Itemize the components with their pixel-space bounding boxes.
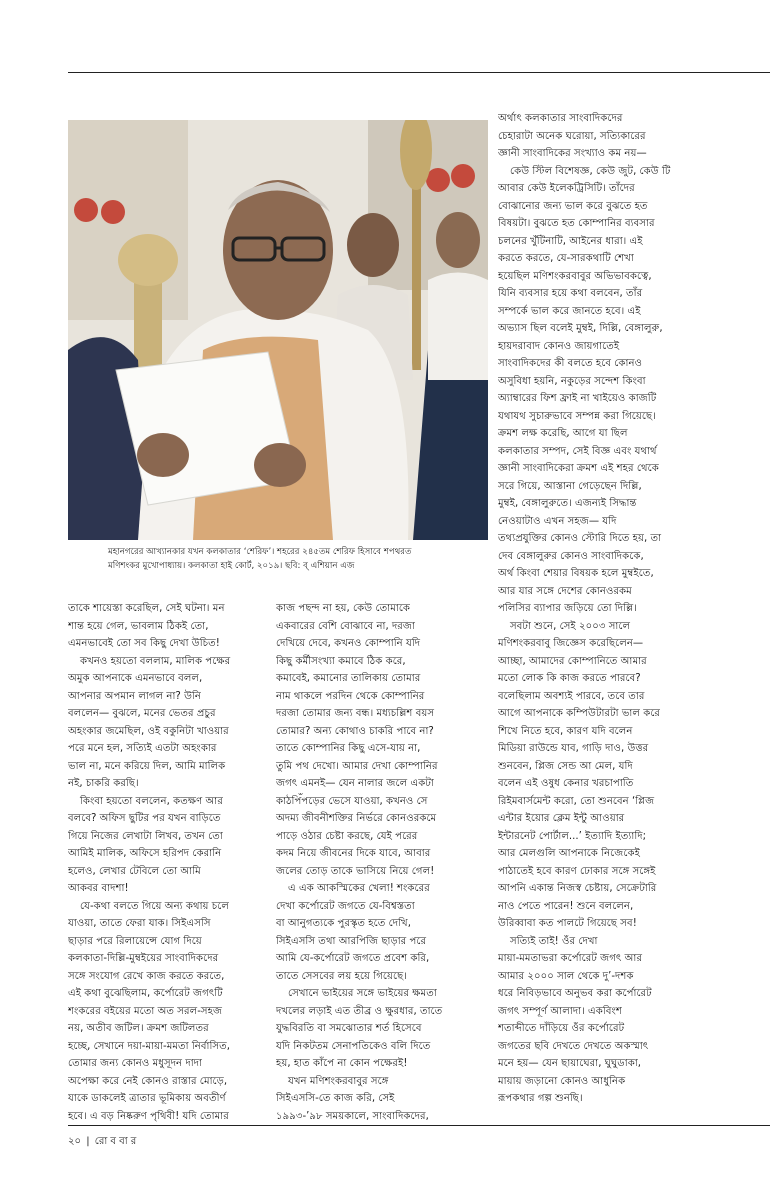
text-line: নেওয়াটাও এখন সহজ— যদি	[498, 515, 617, 527]
text-line: দখলের লড়াই এত তীব্র ও ক্ষুরধার, তাতে	[276, 1005, 443, 1017]
text-line: মণিশংকরবাবু জিজ্ঞেস করেছিলেন—	[498, 638, 644, 649]
text-line: শিখে নিতে হবে, কারণ যদি বলেন	[498, 725, 633, 737]
text-line: অভ্যাস ছিল বলেই মুম্বই, দিল্লি, বেঙ্গালুরু,	[498, 323, 663, 334]
text-line: অর্থ কিংবা শেয়ার বিষয়ক হলে মুম্বইতে,	[498, 568, 654, 579]
text-line: আমি যে-কর্পোরেট জগতে প্রবেশ করি,	[276, 953, 430, 964]
text-line: বোঝানোর জন্য ভাল করে বুঝতে হত	[498, 200, 648, 212]
text-line: আকবর বাদশা!	[68, 883, 129, 894]
text-line: বলেছিলাম অবশ্যই পারবে, তবে তার	[498, 690, 645, 702]
text-line: কিংবা হয়তো বললেন, কতক্ষণ আর	[80, 795, 223, 807]
text-line: বললেন— বুঝলে, মনের ভেতর প্রচুর	[68, 708, 216, 719]
text-line: যুদ্ধবিরতি বা সমঝোতার শর্ত হিসেবে	[276, 1023, 422, 1034]
text-line: তাকে শায়েস্তা করেছিল, সেই ঘটনা। মন	[68, 603, 225, 614]
text-line: ইন্টারনেট পোর্টাল...’ ইত্যাদি ইত্যাদি;	[498, 830, 647, 842]
text-line: যাওয়া, তাতে ফেরা যাক। সিইএসসি	[68, 918, 211, 929]
text-line: ১৯৯৩-’৯৮ সময়কালে, সাংবাদিকদের,	[276, 1110, 429, 1122]
text-line: যদি নিকটতম সেনাপতিকেও বলি দিতে	[276, 1040, 431, 1052]
top-rule	[68, 72, 770, 73]
article-photo	[68, 120, 488, 540]
text-line: কিছু কর্মীসংখ্যা কমাবে ঠিক করে,	[276, 655, 406, 667]
text-line: জলের তোড় তাকে ভাসিয়ে নিয়ে গেল!	[276, 865, 435, 877]
text-line: ছাড়ার পরে রিলায়েন্সে যোগ দিয়ে	[68, 935, 202, 947]
text-line: আমার ২০০০ সাল থেকে দু’-দশক	[498, 970, 634, 982]
text-line: কলকাতার সম্পদ, সেই বিজ্ঞ এবং যথার্থ	[498, 445, 657, 457]
text-line: এ এক আকস্মিকের খেলা! শংকরের	[288, 883, 430, 894]
text-line: বলবে? অফিস ছুটির পর যখন বাড়িতে	[68, 813, 221, 824]
text-line: বলেন এই ওষুধ কেনার খরচাপাতি	[498, 778, 634, 789]
text-line: চলনের খুঁটিনাটি, আইনের ধারা। এই	[498, 235, 643, 247]
text-line: এমনভাবেই তো সব কিছু দেখা উচিত!	[68, 638, 220, 649]
text-line: নাও পেতে পারেন! শুনে বললেন,	[498, 900, 634, 912]
text-line: কমাবেই, কমানোর তালিকায় তোমার	[276, 673, 421, 684]
text-line: সিইএসসি-তে কাজ করি, সেই	[276, 1093, 395, 1104]
text-line: হলেও, লেখার টেবিলে তো আমি	[68, 865, 201, 877]
magazine-name: রো ব বা র	[94, 1136, 137, 1147]
text-line: হবে। এ বড় নিষ্করুণ পৃথিবী! যদি তোমার	[68, 1110, 229, 1122]
text-line: মুম্বই, বেঙ্গালুরুতে। এজন্যই সিদ্ধান্ত	[498, 498, 637, 509]
text-line: মতো লোক কি কাজ করতে পারবে?	[498, 673, 641, 684]
text-line: ক্রমশ লক্ষ করেছি, আগে যা ছিল	[498, 428, 628, 439]
text-line: অর্থাৎ কলকাতার সাংবাদিকদের	[498, 113, 623, 124]
text-line: অমুক আপনাকে এমনভাবে বলল,	[68, 673, 203, 684]
text-line: আমিই মালিক, অফিসে হরিপদ কেরানি	[68, 848, 222, 859]
text-line: আবার কেউ ইলেকট্রিসিটি। তাঁদের	[498, 183, 635, 194]
text-line: কাজ পছন্দ না হয়, কেউ তোমাকে	[276, 603, 411, 614]
text-line: তথ্যপ্রযুক্তির কোনও স্টোরি দিতে হয়, তা	[498, 533, 662, 544]
page-number: ২০	[68, 1136, 82, 1147]
text-line: যখন মণিশংকরবাবুর সঙ্গে	[288, 1075, 389, 1087]
text-line: আগে আপনাকে কম্পিউটারটা ভাল করে	[498, 708, 661, 719]
text-line: পলিসির ব্যাপার জড়িয়ে তো দিল্লি।	[498, 603, 637, 614]
text-line: আপনি একান্ত নিজস্ব চেষ্টায়, সেক্রেটারি	[498, 883, 657, 894]
text-line: তোমার জন্য কোনও মধুসূদন দাদা	[68, 1058, 202, 1069]
text-line: বিষয়টা। বুঝতে হত কোম্পানির ব্যবসার	[498, 218, 655, 229]
text-line: অদম্য জীবনীশক্তির নির্ভরে কোনওরকমে	[276, 813, 437, 824]
text-line: কখনও হয়তো বললাম, মালিক পক্ষের	[80, 655, 231, 667]
text-line: অপেক্ষা করে নেই কোনও রাস্তার মোড়ে,	[68, 1075, 228, 1087]
page-folio	[68, 1134, 138, 1151]
text-line: মনে হয়— যেন ছায়াঘেরা, ঘুঘুডাকা,	[498, 1058, 642, 1069]
text-line: এন্টার ইয়োর ক্লেম ইন্টু আওয়ার	[498, 813, 625, 824]
text-line: একবারের বেশি বোঝাবে না, দরজা	[276, 620, 415, 632]
folio-separator: |	[86, 1136, 90, 1147]
text-line: জগৎ সম্পূর্ণ আলাদা। একবিংশ	[498, 1005, 622, 1017]
text-line: রিইমবার্সমেন্ট করো, তো শুনবেন ‘প্লিজ	[498, 795, 655, 807]
photo-illustration	[68, 120, 488, 540]
text-line: সম্পর্কে ভাল করে জানতে হবে। এই	[498, 305, 641, 317]
text-line: সবটা শুনে, সেই ২০০৩ সালে	[510, 620, 631, 632]
text-line: আর মেলগুলি আপনাকে নিজেকেই	[498, 848, 640, 859]
text-line: হয়, হাত কাঁপে না কোন পক্ষেরই!	[276, 1058, 408, 1069]
text-line: তুমি পথ দেখো। আমার দেখা কোম্পানির	[276, 760, 438, 772]
text-line: জগতের ছবি দেখতে দেখতে অকস্মাৎ	[498, 1040, 649, 1052]
caption-line: মণিশংকর মুখোপাধ্যায়। কলকাতা হাই কোর্ট, ২০১৯। ছবি: ব্ এশিয়ান এজ	[108, 561, 355, 571]
text-line: আচ্ছা, আমাদের কোম্পানিতে আমার	[498, 655, 647, 667]
text-line: শুনবেন, প্লিজ সেন্ড আ মেল, যদি	[498, 760, 633, 772]
text-line: ধরে নিবিড়ভাবে অনুভব করা কর্পোরেট	[498, 988, 652, 999]
column-3	[498, 110, 768, 1108]
text-line: শান্ত হয়ে গেল, ভাবলাম ঠিকই তো,	[68, 620, 209, 632]
text-line: শতাব্দীতে দাঁড়িয়ে ওঁর কর্পোরেট	[498, 1023, 625, 1034]
text-line: কদম নিয়ে জীবনের দিকে যাবে, আবার	[276, 848, 431, 859]
photo-caption	[108, 545, 498, 573]
text-line: কেউ স্টিল বিশেষজ্ঞ, কেউ জুট, কেউ টি	[510, 165, 671, 177]
text-line: যিনি ব্যবসার হয়ে কথা বলবেন, তাঁর	[498, 288, 643, 299]
text-line: অসুবিধা হয়নি, নকুড়ের সন্দেশ কিংবা	[498, 375, 646, 387]
text-line: পরে মনে হল, সত্যিই এতটা অহংকার	[68, 743, 217, 754]
text-line: জ্ঞানী সাংবাদিকের সংখ্যাও কম নয়—	[498, 148, 647, 159]
text-line: সাংবাদিকদের কী বলতে হবে কোনও	[498, 358, 643, 369]
text-line: পাড়ে ওঠার চেষ্টা করছে, যেই পরের	[276, 830, 418, 842]
text-line: দেখা কর্পোরেট জগতে যে-বিশ্বস্ততা	[276, 900, 415, 912]
caption-line: মহানগরের আখ্যানকার যখন কলকাতার ‘শেরিফ’। শহরের ২৪৫তম শেরিফ হিসাবে শপথরত	[108, 547, 412, 557]
bottom-rule	[68, 1125, 770, 1126]
text-line: দেখিয়ে দেবে, কখনও কোম্পানি যদি	[276, 638, 421, 649]
text-line: দরজা তোমার জন্য বন্ধ। মধ্যচল্লিশ বয়স	[276, 708, 435, 719]
text-line: যে-কথা বলতে গিয়ে অন্য কথায় চলে	[80, 900, 229, 912]
text-line: উরিব্বাবা কত পালটে গিয়েছে সব!	[498, 918, 637, 929]
text-line: পাঠাতেই হবে কারণ ঢোকার সঙ্গে সঙ্গেই	[498, 865, 656, 877]
text-line: যাকে ডাকলেই ত্রাতার ভূমিকায় অবতীর্ণ	[68, 1093, 226, 1104]
text-line: চেহারাটা অনেক ঘরোয়া, সত্যিকারের	[498, 130, 646, 142]
text-line: ভাল না, মনে করিয়ে দিল, আমি মালিক	[68, 760, 226, 772]
column-1	[68, 600, 268, 1125]
text-line: তাতে সেসবের লয় হয়ে গিয়েছে।	[276, 970, 407, 982]
text-line: তোমার? অন্য কোথাও চাকরি পাবে না?	[276, 725, 434, 737]
text-line: নাম থাকলে পরদিন থেকে কোম্পানির	[276, 690, 425, 702]
text-line: রূপকথার গল্প শুনছি।	[498, 1093, 583, 1104]
text-line: অ্যাম্বারের ফিশ ফ্রাই না খাইয়েও কাজটি	[498, 393, 657, 404]
text-line: কাঠপিঁপড়ের ভেসে যাওয়া, কখনও সে	[276, 795, 428, 807]
text-line: নই, চাকরি করছি।	[68, 778, 139, 789]
text-line: সিইএসসি তথা আরপিজি ছাড়ার পরে	[276, 935, 427, 947]
text-line: জগৎ এমনই— যেন নালার জলে একটা	[276, 778, 434, 789]
text-line: হয়েছিল মণিশংকরবাবুর অভিভাবকত্বে,	[498, 270, 652, 282]
text-line: কলকাতা-দিল্লি-মুম্বইয়ের সাংবাদিকদের	[68, 953, 219, 964]
text-line: সেখানে ভাইয়ের সঙ্গে ভাইয়ের ক্ষমতা	[288, 988, 437, 999]
text-line: অহংকার জমেছিল, ওই বকুনিটা খাওয়ার	[68, 725, 229, 737]
text-line: যথাযথ সুচারুভাবে সম্পন্ন করা গিয়েছে।	[498, 410, 656, 422]
text-line: হচ্ছে, সেখানে দয়া-মায়া-মমতা নির্বাসিত,	[68, 1040, 231, 1052]
text-line: মিডিয়া রাউন্ডে যাব, গাড়ি দাও, উত্তর	[498, 743, 649, 754]
text-line: সঙ্গে সংযোগ রেখে কাজ করতে করতে,	[68, 970, 225, 982]
text-line: মায়া-মমতাভরা কর্পোরেট জগৎ আর	[498, 953, 643, 964]
text-line: সত্যিই তাই! ওঁর দেখা	[510, 935, 598, 947]
text-line: শংকরের বইয়ের মতো অত সরল-সহজ	[68, 1005, 223, 1017]
text-line: এই কথা বুঝেছিলাম, কর্পোরেট জগৎটি	[68, 988, 223, 999]
text-line: হায়দরাবাদ কোনও জায়গাতেই	[498, 340, 620, 352]
text-line: নয়, অতীব জটিল। ক্রমশ জটিলতর	[68, 1023, 209, 1034]
text-line: বা আনুগত্যকে পুরস্কৃত হতে দেখি,	[276, 918, 411, 929]
text-line: জ্ঞানী সাংবাদিকেরা ক্রমশ এই শহর থেকে	[498, 463, 659, 474]
text-line: মায়ায় জড়ানো কোনও আধুনিক	[498, 1075, 626, 1087]
text-line: আর যার সঙ্গে দেশের কোনওরকম	[498, 585, 632, 597]
text-line: আপনার অপমান লাগল না? উনি	[68, 690, 202, 702]
column-2	[276, 600, 486, 1125]
text-line: দেব বেঙ্গালুরুর কোনও সাংবাদিককে,	[498, 550, 644, 562]
text-line: গিয়ে নিজের লেখাটা লিখব, তখন তো	[68, 830, 223, 842]
text-line: তাতে কোম্পানির কিছু এসে-যায় না,	[276, 743, 421, 754]
text-line: সরে গিয়ে, আস্তানা গেড়েছেন দিল্লি,	[498, 480, 642, 492]
text-line: করতে করতে, যে-সারকথাটি শেখা	[498, 253, 634, 264]
